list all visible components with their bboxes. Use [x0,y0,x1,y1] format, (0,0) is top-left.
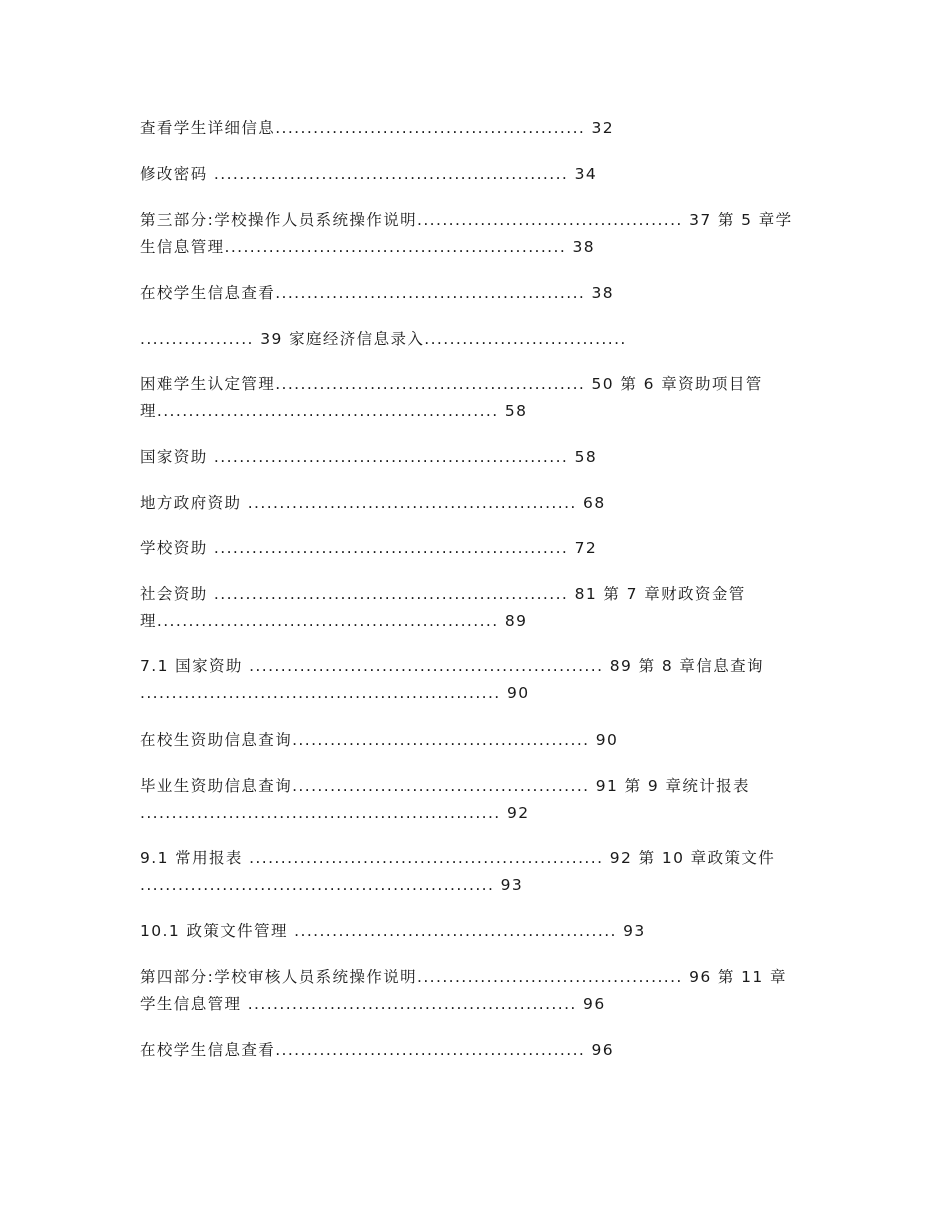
toc-entry [140,490,820,517]
toc-entry [140,964,820,1018]
toc-entry [140,115,820,142]
toc-entry [140,280,820,307]
toc-entry [140,727,820,754]
toc-entry [140,535,820,562]
toc-entry [140,161,820,188]
toc-line: 理...................................................... 89 [140,612,528,630]
toc-line: 在校生资助信息查询............................................... 90 [140,731,619,749]
toc-line: 学校资助 ........................................................ 72 [140,539,598,557]
toc-line: 查看学生详细信息................................................. 32 [140,119,615,137]
toc-line: ......................................................... 90 [140,684,530,702]
toc-line: 社会资助 ........................................................ 81 第 7 章财政资金管 [140,585,746,603]
toc-line: 修改密码 ........................................................ 34 [140,165,598,183]
toc-line: 困难学生认定管理................................................. 50 第 6 章资助项目管 [140,375,763,393]
toc-line: 7.1 国家资助 ........................................................ 89 第 8 章信息查询 [140,657,764,675]
toc-line: 第三部分:学校操作人员系统操作说明.......................................... 37 第 5 章学 [140,211,793,229]
toc-entry [140,207,820,261]
toc-line: 毕业生资助信息查询............................................... 91 第 9 章统计报表 [140,777,750,795]
toc-entry [140,1037,820,1064]
toc-entry [140,371,820,425]
toc-entry [140,444,820,471]
toc-line: .................. 39 家庭经济信息录入................................ [140,330,627,348]
toc-line: 10.1 政策文件管理 ................................................... 93 [140,922,646,940]
toc-line: 9.1 常用报表 ........................................................ 92 第 10 章政策文件 [140,849,776,867]
toc-entry [140,653,820,707]
toc-line: 在校学生信息查看................................................. 96 [140,1041,615,1059]
toc-entry [140,773,820,827]
toc-line: 国家资助 ........................................................ 58 [140,448,598,466]
toc-entry [140,845,820,899]
toc-entry [140,326,820,353]
toc-line: ........................................................ 93 [140,876,524,894]
toc-entry [140,918,820,945]
toc-line: 第四部分:学校审核人员系统操作说明.......................................... 96 第 11 章 [140,968,787,986]
toc-entry [140,581,820,635]
toc-line: 生信息管理...................................................... 38 [140,238,596,256]
toc-line: 在校学生信息查看................................................. 38 [140,284,615,302]
toc-line: 理...................................................... 58 [140,402,528,420]
toc-line: 地方政府资助 .................................................... 68 [140,494,606,512]
toc-line: ......................................................... 92 [140,804,530,822]
toc-line: 学生信息管理 .................................................... 96 [140,995,606,1013]
